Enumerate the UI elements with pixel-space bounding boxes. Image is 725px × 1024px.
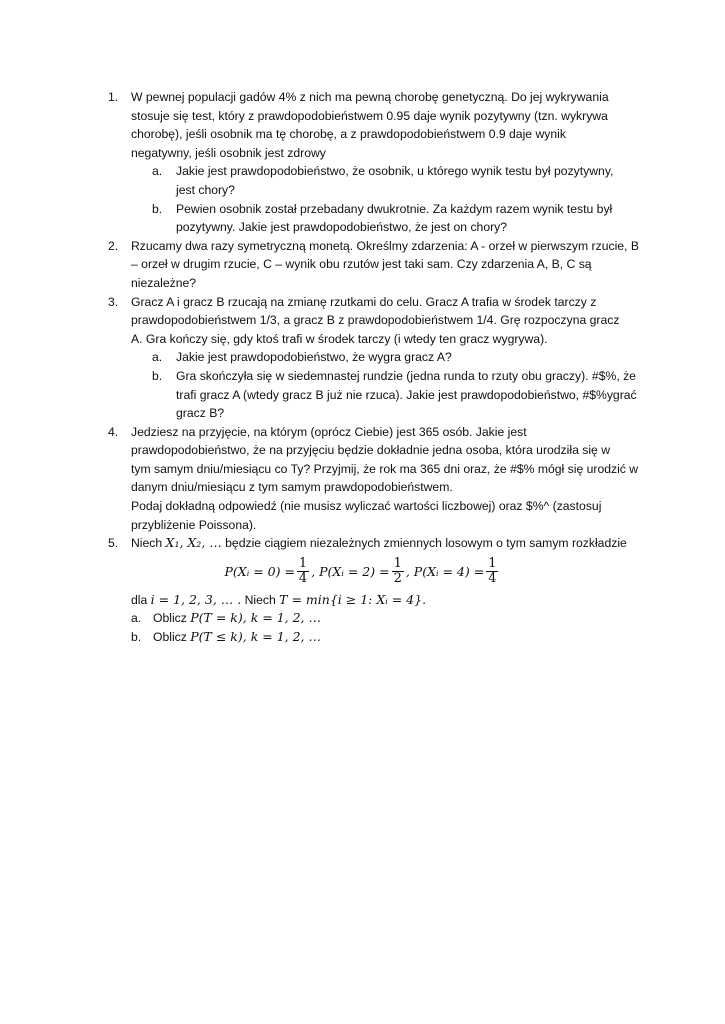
fraction-denominator: 4: [298, 571, 308, 587]
subquestion-b: [0, 367, 646, 423]
subquestion-letter: b.: [131, 630, 142, 645]
probability-math: P(T = k), k = 1, 2, …: [190, 610, 321, 626]
problem-number: 2.: [108, 238, 119, 253]
problem-2: [0, 237, 643, 293]
fraction-denominator: 4: [488, 571, 497, 587]
fraction-numerator: 1: [488, 556, 497, 572]
subquestion-text-line: Gra skończyła się w siedemnastej rundzie (jedna runda to rzuty obu graczy). #$%, że: [176, 368, 636, 383]
problem-text-line: przybliżenie Poissona).: [131, 517, 257, 532]
fraction-numerator: 1: [298, 556, 308, 572]
subquestion-text-line: Jakie jest prawdopodobieństwo, że wygra gracz A?: [176, 350, 452, 365]
problem-number: 3.: [108, 294, 119, 309]
problem-text-line: negatywny, jeśli osobnik jest zdrowy: [131, 145, 326, 160]
fraction-denominator: 2: [393, 571, 402, 587]
subquestion-text-line: Jakie jest prawdopodobieństwo, że osobnik, u którego wynik testu był pozytywny,: [176, 164, 614, 179]
problem-text-line: Podaj dokładną odpowiedź (nie musisz wyliczać wartości liczbowej) oraz $%^ (zastosuj: [131, 499, 602, 514]
subquestion-letter: b.: [152, 201, 163, 216]
subquestion-text-line: trafi gracz A (wtedy gracz B już nie rzuca). Jakie jest prawdopodobieństwo, #$%ygrać: [176, 387, 637, 402]
index-range-math: i = 1, 2, 3, … .: [150, 591, 242, 607]
fraction-numerator: 1: [393, 556, 402, 572]
problem-text-line: chorobę), jeśli osobnik ma tę chorobę, a z prawdopodobieństwem 0.9 daje wynik: [131, 127, 566, 142]
problem-text-line: A. Gra kończy się, gdy ktoś trafi w środek tarczy (i wtedy ten gracz wygrywa).: [131, 331, 548, 346]
problem-number: 4.: [108, 424, 119, 439]
subquestion-b: [0, 628, 653, 647]
subquestion-a: [0, 348, 646, 367]
subquestion-text-line: [153, 609, 653, 628]
formula-p2: , P(Xᵢ = 2) =: [311, 563, 390, 579]
problem-text-line: – orzeł w drugim rzucie, C – wynik obu rzutów jest taki sam. Czy zdarzenia A, B, C są: [131, 257, 592, 272]
sequence-math: X₁, X₂, …: [165, 535, 222, 551]
problem-list: [0, 88, 725, 647]
niech-word: Niech: [241, 592, 280, 607]
problem-text-line: Jedziesz na przyjęcie, na którym (oprócz Ciebie) jest 365 osób. Jakie jest: [131, 424, 527, 439]
problem-5: [0, 534, 643, 646]
problem-3: [0, 293, 643, 423]
subquestion-text-line: jest chory?: [176, 182, 235, 197]
subquestion-text-line: [153, 628, 653, 647]
problem-4: [0, 423, 643, 535]
problem-text-line: stosuje się test, który z prawdopodobieństwem 0.95 daje wynik pozytywny (tzn. wykrywa: [131, 108, 608, 123]
fraction-p4: [486, 557, 498, 586]
distribution-formula: [0, 553, 725, 591]
subquestion-text-line: Pewien osobnik został przebadany dwukrotnie. Za każdym razem wynik testu był: [176, 201, 613, 216]
intro-suffix: będzie ciągiem niezależnych zmiennych losowym o tym samym rozkładzie: [221, 536, 627, 551]
subquestion-text-line: gracz B?: [176, 406, 225, 421]
problem-text-line: Rzucamy dwa razy symetryczną monetą. Określmy zdarzenia: A - orzeł w pierwszym rzucie, B: [131, 238, 639, 253]
problem-number: 5.: [108, 536, 119, 551]
problem-1: [0, 88, 643, 237]
subquestion-letter: a.: [152, 350, 163, 365]
problem-text-line: niezależne?: [131, 275, 197, 290]
problem-text-line: prawdopodobieństwo, że na przyjęciu będzie dokładnie jedna osoba, która urodziła się w: [131, 443, 610, 458]
subquestion-letter: a.: [152, 164, 163, 179]
formula-p0: P(Xᵢ = 0) =: [224, 563, 295, 579]
fraction-p0: [297, 557, 309, 586]
problem-text-line: danym dniu/miesiącu z tym samym prawdopodobieństwem.: [131, 480, 453, 495]
dla-prefix: dla: [131, 592, 151, 607]
intro-prefix: Niech: [131, 536, 166, 551]
problem-text-line: W pewnej populacji gadów 4% z nich ma pewną chorobę genetyczną. Do jej wykrywania: [131, 90, 609, 104]
problem-number: 1.: [108, 90, 119, 104]
subquestion-text-line: pozytywny. Jakie jest prawdopodobieństwo, że jest on chory?: [176, 220, 508, 235]
subquestion-b: [0, 200, 646, 237]
subquestion-letter: b.: [152, 368, 163, 383]
problem-text-line: [131, 534, 643, 553]
problem-text-line: Gracz A i gracz B rzucają na zmianę rzutkami do celu. Gracz A trafia w środek tarczy z: [131, 294, 597, 309]
fraction-p2: [392, 557, 404, 586]
oblicz-word: Oblicz: [153, 630, 191, 645]
subquestion-a: [0, 609, 653, 628]
problem-text-line: prawdopodobieństwem 1/3, a gracz B z prawdopodobieństwem 1/4. Grę rozpoczyna gracz: [131, 313, 620, 328]
formula-p4: , P(Xᵢ = 4) =: [405, 563, 485, 579]
probability-math: P(T ≤ k), k = 1, 2, …: [190, 629, 321, 645]
subquestion-a: [0, 162, 646, 199]
subquestion-letter: a.: [131, 611, 142, 626]
problem-text-line: tym samym dniu/miesiącu co Ty? Przyjmij, że rok ma 365 dni oraz, że #$% mógł się urodzić w: [131, 461, 639, 476]
t-definition-math: T = min{i ≥ 1: Xᵢ = 4}.: [279, 591, 427, 607]
definition-line: [0, 591, 643, 610]
oblicz-word: Oblicz: [153, 611, 191, 626]
